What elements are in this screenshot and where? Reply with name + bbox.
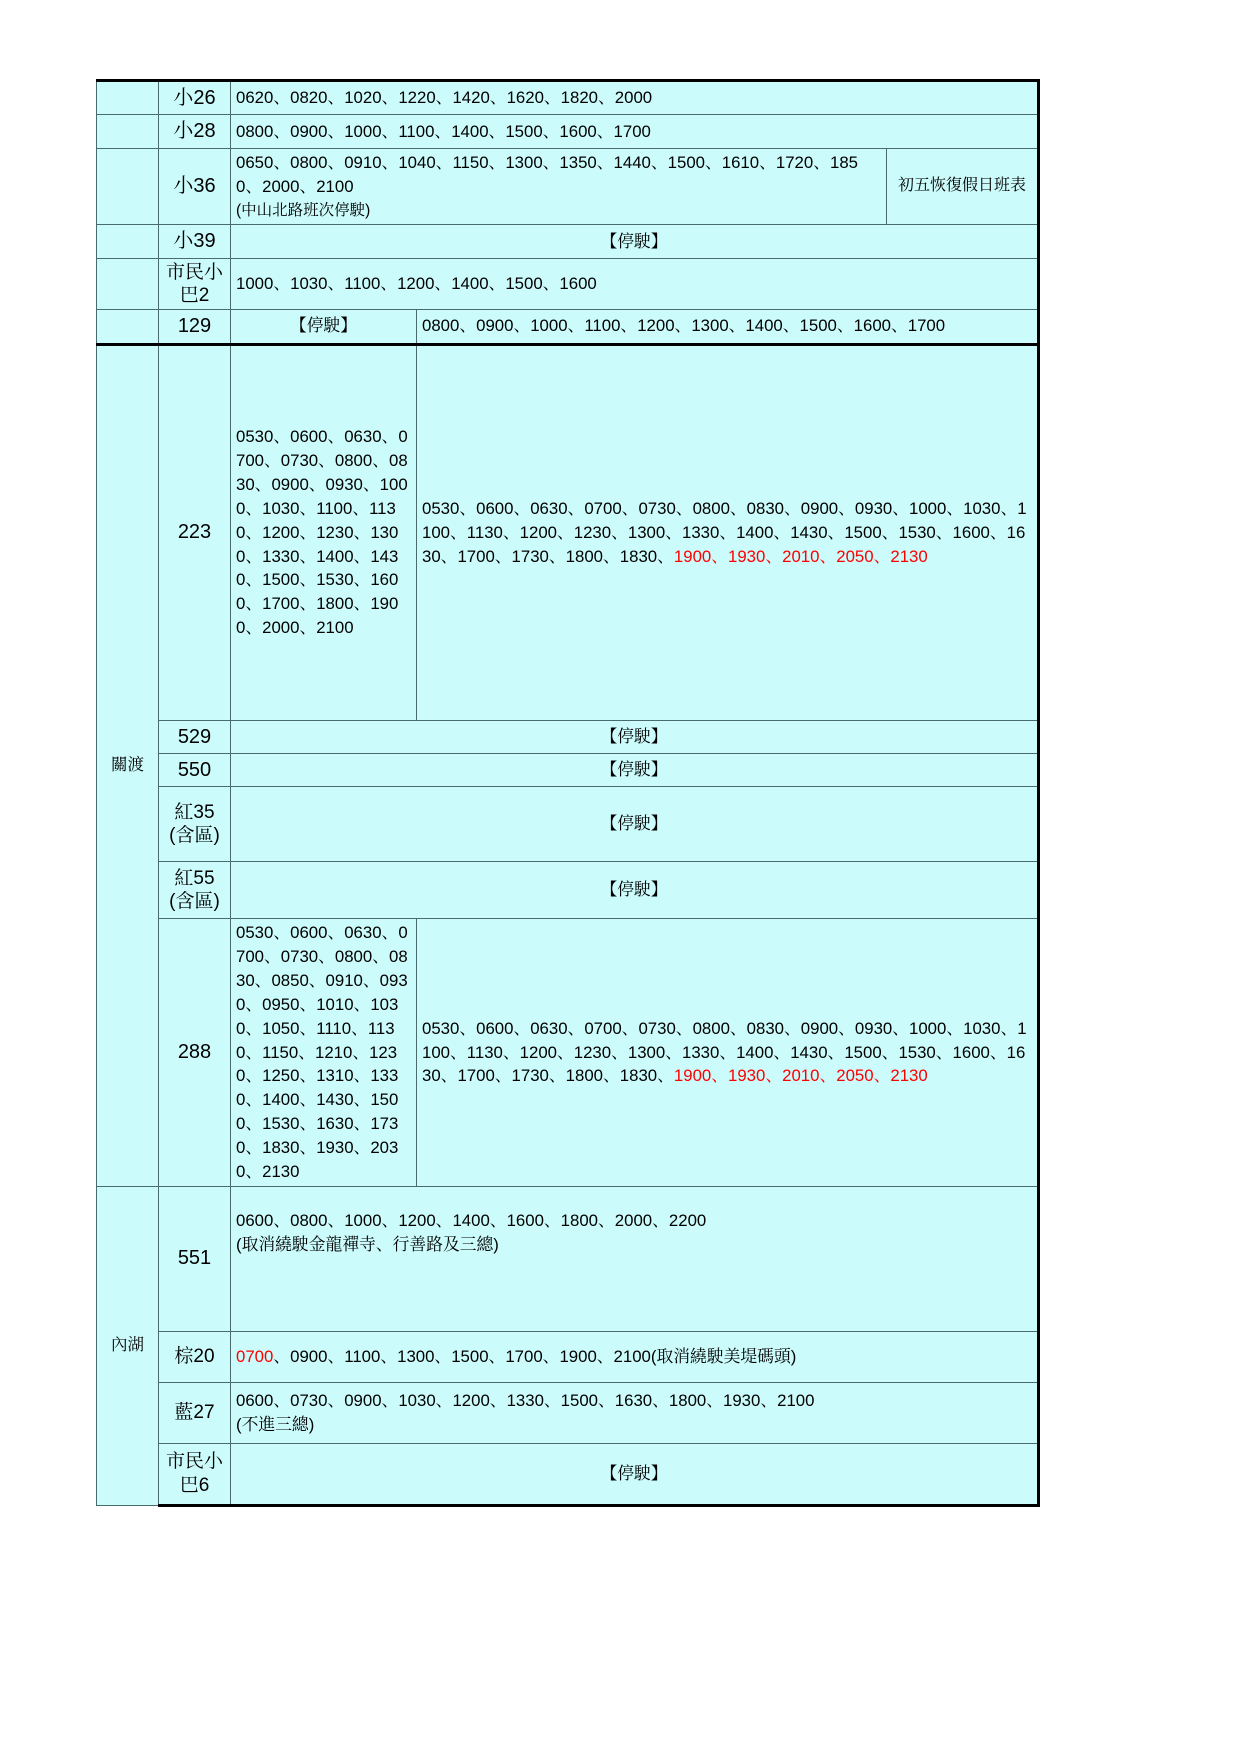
route-times: 0650、0800、0910、1040、1150、1300、1350、1440、1500、1610、1720、1850、2000、2100 <box>236 152 858 196</box>
route-times-cell <box>231 148 887 225</box>
route-times: 0600、0730、0900、1030、1200、1330、1500、1630、1800、1930、2100 <box>236 1390 815 1410</box>
route-label: 市民小巴2 <box>159 258 231 309</box>
table-row <box>97 258 1039 309</box>
district-cell-empty <box>97 115 159 148</box>
route-times-right <box>417 344 1039 720</box>
district-cell-empty <box>97 258 159 309</box>
route-times: 【停駛】 <box>231 225 1039 258</box>
route-times-cell <box>231 1382 1039 1443</box>
table-row <box>97 115 1039 148</box>
route-label: 小36 <box>159 148 231 225</box>
route-label: 紅35(含區) <box>159 787 231 862</box>
route-label: 小39 <box>159 225 231 258</box>
route-times: 【停駛】 <box>231 1443 1039 1505</box>
route-label: 市民小巴6 <box>159 1443 231 1505</box>
route-label: 藍27 <box>159 1382 231 1443</box>
route-times-right-red: 1900、1930、2010、2050、2130 <box>673 546 928 566</box>
route-times-note: (中山北路班次停駛) <box>236 202 371 220</box>
route-times: 0600、0800、1000、1200、1400、1600、1800、2000、2200 <box>236 1210 707 1230</box>
route-label: 129 <box>159 310 231 344</box>
table-row <box>97 310 1039 344</box>
table-row <box>97 81 1039 115</box>
route-times-left: 0530、0600、0630、0700、0730、0800、0830、0850、0910、0930、0950、1010、1030、1050、1110、1130、1150、1210、1230、1250、1310、1330、1400、1430、1500、1530、1630、1730、1830、1930、2030、2130 <box>231 919 417 1186</box>
route-label: 223 <box>159 344 231 720</box>
table-row <box>97 1186 1039 1331</box>
route-times: 1000、1030、1100、1200、1400、1500、1600 <box>231 258 1039 309</box>
route-times-left: 0530、0600、0630、0700、0730、0800、0830、0900、0930、1000、1030、1100、1130、1200、1230、1300、1330、1400、1430、1500、1530、1600、1700、1800、1900、2000、2100 <box>231 344 417 720</box>
table-row <box>97 787 1039 862</box>
route-times-note: (取消繞駛金龍禪寺、行善路及三總) <box>236 1234 499 1254</box>
route-times-cell <box>231 1331 1039 1382</box>
route-label: 288 <box>159 919 231 1186</box>
route-times: 【停駛】 <box>231 787 1039 862</box>
route-times-right-red: 1900、1930、2010、2050、2130 <box>673 1066 928 1086</box>
table-row <box>97 1331 1039 1382</box>
district-cell-empty <box>97 81 159 115</box>
route-times-highlight: 0700 <box>236 1346 274 1366</box>
route-times-right-black: 0530、0600、0630、0700、0730、0800、0830、0900、0930、1000、1030、1100、1130、1200、1230、1300、1330、1400、1430、1500、1530、1600、1630、1700、1730、1800、1830、 <box>422 498 1027 566</box>
route-label: 紅55(含區) <box>159 862 231 919</box>
route-label: 小26 <box>159 81 231 115</box>
district-cell-empty <box>97 148 159 225</box>
route-label: 小28 <box>159 115 231 148</box>
route-side-note: 初五恢復假日班表 <box>887 148 1039 225</box>
route-times: 【停駛】 <box>231 753 1039 786</box>
district-cell-empty <box>97 310 159 344</box>
table-row <box>97 1382 1039 1443</box>
table-row <box>97 720 1039 753</box>
route-label: 550 <box>159 753 231 786</box>
route-times: 0800、0900、1000、1100、1400、1500、1600、1700 <box>231 115 1039 148</box>
route-times-note: (不進三總) <box>236 1414 315 1434</box>
table-row <box>97 344 1039 720</box>
district-label-guandu: 關渡 <box>97 344 159 1186</box>
route-times-right <box>417 919 1039 1186</box>
table-row <box>97 1443 1039 1505</box>
table-row <box>97 862 1039 919</box>
table-row <box>97 919 1039 1186</box>
route-times: 0620、0820、1020、1220、1420、1620、1820、2000 <box>231 81 1039 115</box>
route-times-left: 【停駛】 <box>231 310 417 344</box>
table-row <box>97 148 1039 225</box>
route-times-right: 0800、0900、1000、1100、1200、1300、1400、1500、1600、1700 <box>417 310 1039 344</box>
route-times-cell <box>231 1186 1039 1331</box>
route-times: 【停駛】 <box>231 862 1039 919</box>
route-times: 、0900、1100、1300、1500、1700、1900、2100(取消繞駛美堤碼頭) <box>273 1346 797 1366</box>
district-label-neihu: 內湖 <box>97 1186 159 1505</box>
route-times-right-black: 0530、0600、0630、0700、0730、0800、0830、0900、0930、1000、1030、1100、1130、1200、1230、1300、1330、1400、1430、1500、1530、1600、1630、1700、1730、1800、1830、 <box>422 1018 1027 1086</box>
district-cell-empty <box>97 225 159 258</box>
table-row <box>97 753 1039 786</box>
route-label: 551 <box>159 1186 231 1331</box>
route-label: 棕20 <box>159 1331 231 1382</box>
route-label: 529 <box>159 720 231 753</box>
table-row <box>97 225 1039 258</box>
route-times: 【停駛】 <box>231 720 1039 753</box>
bus-schedule-table <box>96 79 1040 1507</box>
